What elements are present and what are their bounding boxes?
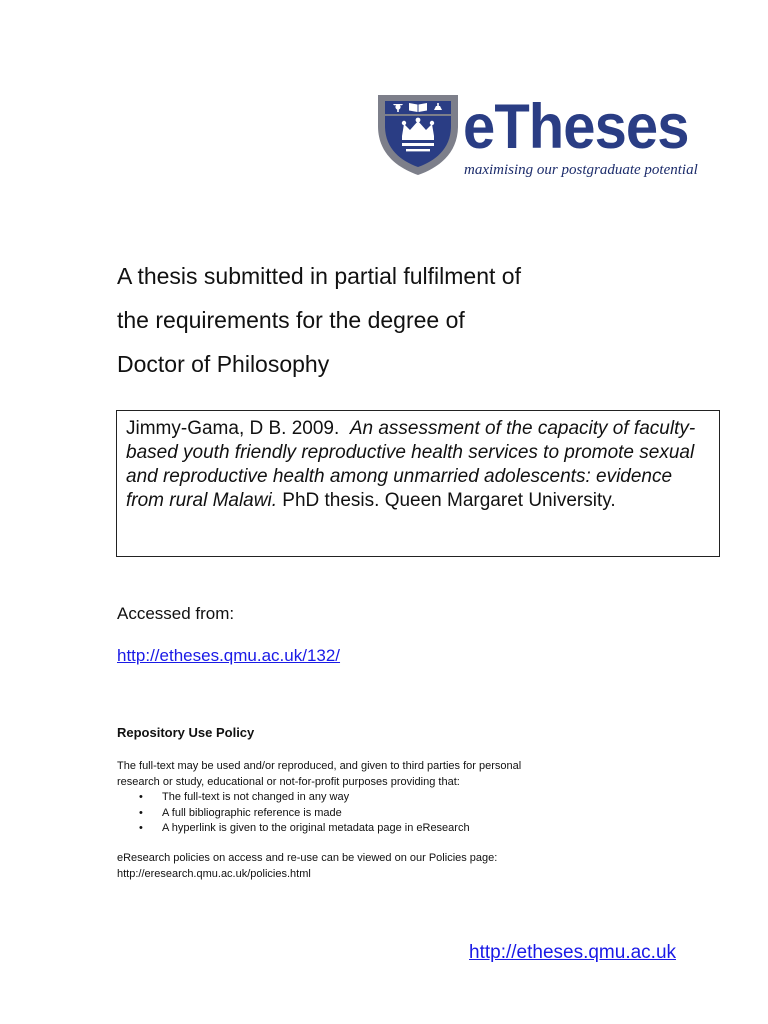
policy-heading: Repository Use Policy — [117, 725, 255, 740]
policy-intro-line: The full-text may be used and/or reproduced, and given to third parties for personal — [117, 760, 522, 772]
list-item-text: A hyperlink is given to the original metadata page in eResearch — [162, 822, 470, 834]
thesis-record-link[interactable]: http://etheses.qmu.ac.uk/132/ — [117, 646, 341, 665]
heading-line: A thesis submitted in partial fulfilment of — [117, 263, 521, 289]
list-item-text: A full bibliographic reference is made — [162, 806, 342, 819]
policy-footer-line: eResearch policies on access and re-use can be viewed on our Policies page: — [117, 852, 498, 864]
policy-intro-line: research or study, educational or not-for-profit purposes providing that: — [117, 775, 460, 788]
bullet-icon: • — [139, 806, 143, 819]
heading-line: the requirements for the degree of — [117, 307, 465, 333]
brand-tagline: maximising our postgraduate potential — [464, 162, 698, 178]
thesis-heading — [117, 254, 521, 386]
list-item — [117, 790, 470, 806]
etheses-logo — [376, 92, 728, 184]
citation-suffix: PhD thesis. Queen Margaret University. — [282, 490, 616, 511]
list-item-text: The full-text is not changed in any way — [162, 791, 350, 803]
heading-line: Doctor of Philosophy — [117, 351, 330, 377]
policy-intro — [117, 759, 617, 790]
brand-name: eTheses — [463, 92, 689, 162]
citation-title: An assessment of the capacity of faculty-based youth friendly reproductive health services to promote sexual and reproductive health among unmarried adolescents: evidence from rural Malawi. — [126, 418, 696, 511]
policy-footer — [117, 851, 497, 882]
list-item — [117, 821, 470, 837]
etheses-home-link[interactable]: http://etheses.qmu.ac.uk — [469, 942, 677, 963]
bullet-icon: • — [139, 791, 143, 803]
university-crest-icon — [376, 92, 460, 176]
policy-url: http://eresearch.qmu.ac.uk/policies.html — [117, 867, 311, 880]
citation-author-year: Jimmy-Gama, D B. 2009. — [126, 418, 340, 439]
policy-conditions-list — [117, 790, 470, 837]
citation-box — [116, 410, 720, 557]
bullet-icon: • — [139, 822, 143, 834]
accessed-label: Accessed from: — [117, 604, 235, 623]
list-item — [117, 806, 470, 822]
